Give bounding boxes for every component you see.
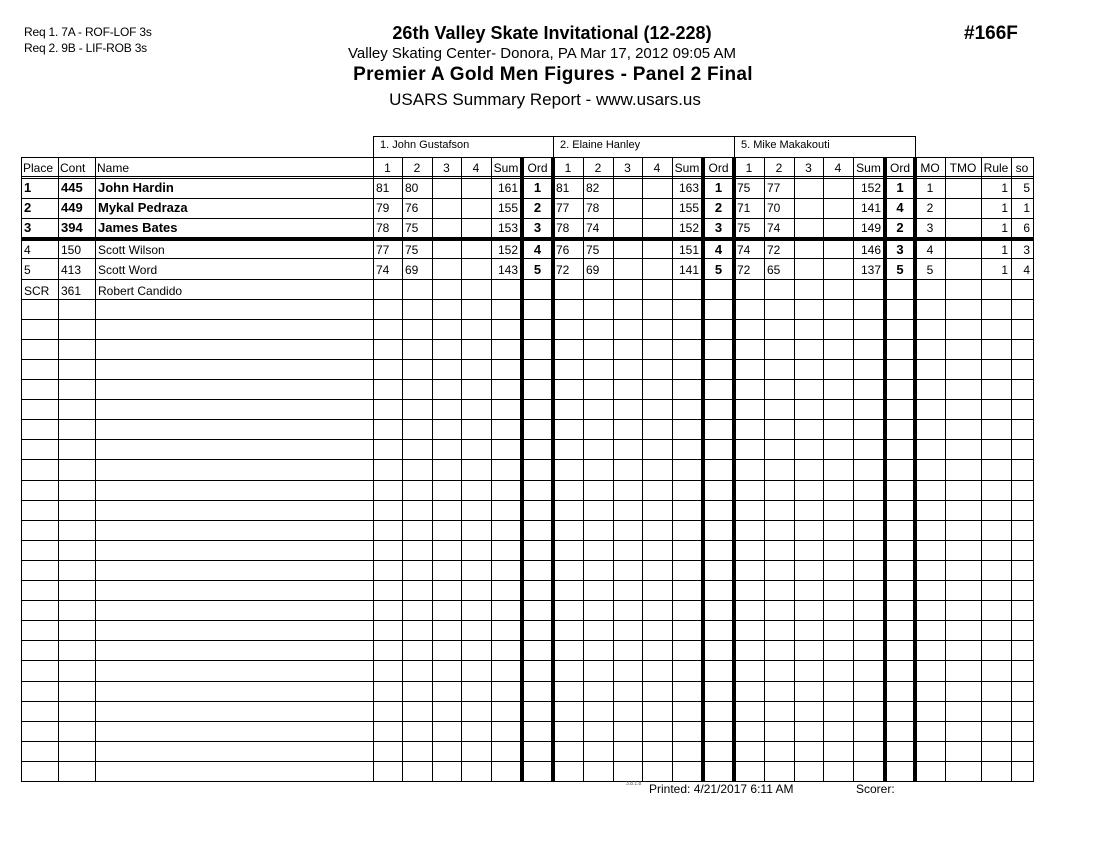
grid-hline bbox=[21, 399, 1034, 400]
grid-hline bbox=[21, 721, 1034, 722]
cell-j1-1: 77 bbox=[376, 243, 390, 257]
grid-hline bbox=[21, 580, 1034, 581]
grid-vline bbox=[672, 157, 673, 782]
cell-place: 3 bbox=[24, 220, 32, 235]
col-header-judge2-5: Sum bbox=[674, 161, 700, 175]
grid-vline bbox=[945, 157, 946, 782]
judge-1-header: 1. John Gustafson bbox=[373, 136, 554, 157]
cell-cont: 413 bbox=[61, 263, 82, 277]
cell-mo: 2 bbox=[926, 201, 934, 215]
cell-rule: 1 bbox=[1001, 263, 1008, 277]
cell-j2-5: 155 bbox=[678, 201, 699, 215]
cell-place: 2 bbox=[24, 200, 32, 215]
col-header-judge3-4: 4 bbox=[834, 161, 842, 175]
grid-vline bbox=[21, 157, 22, 782]
cell-rule: 1 bbox=[1001, 201, 1008, 215]
grid-vline bbox=[764, 157, 765, 782]
cell-rule: 1 bbox=[1001, 221, 1008, 235]
cell-j1-1: 79 bbox=[376, 201, 390, 215]
cell-j2-2: 69 bbox=[586, 263, 600, 277]
cell-j3-1: 74 bbox=[737, 243, 751, 257]
cell-j3-6: 1 bbox=[896, 180, 904, 195]
cell-j3-5: 149 bbox=[860, 221, 881, 235]
cell-mo: 3 bbox=[926, 221, 934, 235]
grid-vline bbox=[583, 157, 584, 782]
grid-hline bbox=[21, 339, 1034, 340]
grid-hline bbox=[21, 660, 1034, 661]
cell-so: 4 bbox=[1023, 263, 1030, 277]
grid-vline bbox=[794, 157, 795, 782]
grid-hline bbox=[21, 419, 1034, 420]
grid-vline bbox=[58, 157, 59, 782]
cell-j2-1: 81 bbox=[556, 181, 570, 195]
cell-j1-2: 75 bbox=[405, 221, 419, 235]
cell-j1-6: 5 bbox=[533, 262, 542, 277]
grid-hline bbox=[21, 379, 1034, 380]
grid-vline bbox=[853, 157, 854, 782]
cell-j2-6: 5 bbox=[714, 262, 723, 277]
col-header-cont: Cont bbox=[60, 161, 86, 175]
report-title: USARS Summary Report - www.usars.us bbox=[389, 90, 701, 109]
cell-j2-6: 1 bbox=[714, 180, 723, 195]
col-header-judge3-3: 3 bbox=[805, 161, 812, 175]
cell-j2-5: 141 bbox=[678, 263, 699, 277]
cell-j2-2: 74 bbox=[586, 221, 600, 235]
col-header-judge1-5: Sum bbox=[493, 161, 519, 175]
cell-j1-5: 153 bbox=[497, 221, 518, 235]
grid-hline bbox=[21, 741, 1034, 742]
col-header-rule: Rule bbox=[983, 161, 1009, 175]
cell-j2-5: 152 bbox=[678, 221, 699, 235]
col-header-judge3-5: Sum bbox=[856, 161, 881, 175]
cell-mo: 1 bbox=[926, 181, 934, 195]
cell-so: 5 bbox=[1023, 181, 1030, 195]
cell-j2-2: 78 bbox=[586, 201, 600, 215]
grid-vline bbox=[981, 157, 982, 782]
col-header-judge1-3: 3 bbox=[443, 161, 450, 175]
cell-cont: 150 bbox=[61, 243, 82, 257]
cell-mo: 4 bbox=[926, 243, 934, 257]
cell-j3-2: 65 bbox=[767, 263, 781, 277]
cell-cont: 394 bbox=[61, 220, 83, 235]
grid-vline bbox=[642, 157, 643, 782]
cell-j2-5: 163 bbox=[678, 181, 699, 195]
cell-j3-6: 5 bbox=[896, 262, 904, 277]
cell-j3-5: 141 bbox=[860, 201, 881, 215]
requirement-1: Req 1. 7A - ROF-LOF 3s bbox=[24, 25, 152, 39]
cell-place: 4 bbox=[24, 243, 31, 257]
col-header-judge2-1: 1 bbox=[564, 161, 572, 175]
cell-j1-6: 2 bbox=[533, 200, 542, 215]
cell-j2-5: 151 bbox=[678, 243, 699, 257]
grid-hline bbox=[21, 359, 1034, 360]
grid-vline bbox=[491, 157, 492, 782]
cell-cont: 445 bbox=[61, 180, 83, 195]
cell-j1-5: 143 bbox=[497, 263, 518, 277]
grid-vline bbox=[520, 157, 524, 782]
cell-j1-5: 161 bbox=[497, 181, 518, 195]
grid-vline bbox=[551, 157, 555, 782]
judge-2-header: 2. Elaine Hanley bbox=[553, 136, 735, 157]
cell-j2-1: 78 bbox=[556, 221, 570, 235]
event-title: Premier A Gold Men Figures - Panel 2 Final bbox=[353, 64, 753, 85]
grid-vline bbox=[913, 157, 917, 782]
cell-j2-2: 75 bbox=[586, 243, 600, 257]
col-header-judge1-4: 4 bbox=[472, 161, 480, 175]
col-header-judge3-6: Ord bbox=[889, 161, 910, 175]
cell-j1-6: 4 bbox=[533, 242, 542, 257]
requirement-2: Req 2. 9B - LIF-ROB 3s bbox=[24, 41, 147, 55]
cell-j2-6: 2 bbox=[714, 200, 723, 215]
grid-hline bbox=[21, 480, 1034, 481]
grid-vline bbox=[373, 157, 374, 782]
grid-vline bbox=[1033, 157, 1034, 782]
grid-hline bbox=[21, 439, 1034, 440]
grid-vline bbox=[883, 157, 887, 782]
cell-name: Mykal Pedraza bbox=[98, 200, 188, 215]
cell-j1-2: 76 bbox=[405, 201, 419, 215]
cell-so: 3 bbox=[1023, 243, 1030, 257]
cell-j2-6: 3 bbox=[714, 220, 723, 235]
col-header-judge1-1: 1 bbox=[384, 161, 391, 175]
cell-place: 1 bbox=[24, 180, 32, 195]
col-header-name: Name bbox=[97, 161, 130, 175]
competition-title: 26th Valley Skate Invitational (12-228) bbox=[392, 23, 712, 43]
cell-j2-1: 77 bbox=[556, 201, 570, 215]
cell-j3-6: 2 bbox=[896, 220, 904, 235]
col-header-tmo: TMO bbox=[949, 161, 977, 175]
cell-name: James Bates bbox=[98, 220, 178, 235]
col-header-judge3-1: 1 bbox=[745, 161, 753, 175]
grid-hline bbox=[21, 640, 1034, 641]
cell-j1-1: 81 bbox=[376, 181, 390, 195]
col-header-judge1-2: 2 bbox=[413, 161, 421, 175]
grid-hline bbox=[21, 319, 1034, 320]
grid-vline bbox=[461, 157, 462, 782]
grid-vline bbox=[701, 157, 705, 782]
cell-j3-5: 137 bbox=[860, 263, 881, 277]
cell-j2-6: 4 bbox=[714, 242, 723, 257]
scorer-label: Scorer: bbox=[856, 782, 895, 796]
cell-j2-1: 72 bbox=[556, 263, 570, 277]
col-header-judge1-6: Ord bbox=[527, 161, 548, 175]
cell-so: 1 bbox=[1023, 201, 1030, 215]
cell-name: John Hardin bbox=[98, 180, 174, 195]
cell-j3-6: 3 bbox=[896, 242, 904, 257]
cell-j1-2: 75 bbox=[405, 243, 419, 257]
event-number: #166F bbox=[964, 23, 1018, 44]
grid-hline bbox=[21, 761, 1034, 762]
cell-j3-5: 146 bbox=[860, 243, 881, 257]
grid-vline bbox=[823, 157, 824, 782]
col-header-judge2-2: 2 bbox=[594, 161, 602, 175]
cell-j3-2: 74 bbox=[767, 221, 781, 235]
grid-vline bbox=[402, 157, 403, 782]
grid-hline bbox=[21, 600, 1034, 601]
cell-j1-6: 1 bbox=[533, 180, 542, 195]
cell-j3-1: 72 bbox=[737, 263, 751, 277]
results-table bbox=[21, 157, 1034, 782]
grid-hline bbox=[21, 459, 1034, 460]
col-header-judge2-4: 4 bbox=[653, 161, 661, 175]
cell-j1-2: 80 bbox=[405, 181, 419, 195]
venue-date: Valley Skating Center- Donora, PA Mar 17, 2012 09:05 AM bbox=[348, 45, 736, 62]
cell-j3-2: 77 bbox=[767, 181, 781, 195]
grid-hline bbox=[21, 681, 1034, 682]
grid-hline bbox=[21, 620, 1034, 621]
cell-cont: 361 bbox=[61, 284, 82, 298]
col-header-place: Place bbox=[23, 161, 54, 175]
grid-hline bbox=[21, 500, 1034, 501]
cell-j2-1: 76 bbox=[556, 243, 570, 257]
cell-j3-2: 70 bbox=[767, 201, 781, 215]
cell-j1-6: 3 bbox=[533, 220, 542, 235]
grid-vline bbox=[432, 157, 433, 782]
cell-j3-6: 4 bbox=[896, 200, 904, 215]
col-header-so: so bbox=[1015, 161, 1029, 175]
col-header-judge2-6: Ord bbox=[708, 161, 729, 175]
grid-hline bbox=[21, 540, 1034, 541]
grid-vline bbox=[1011, 157, 1012, 782]
cell-place: SCR bbox=[24, 284, 50, 298]
cell-j1-5: 152 bbox=[497, 243, 518, 257]
grid-vline bbox=[613, 157, 614, 782]
cell-j3-5: 152 bbox=[860, 181, 881, 195]
cell-j1-5: 155 bbox=[497, 201, 518, 215]
cell-place: 5 bbox=[24, 263, 31, 277]
grid-vline bbox=[732, 157, 736, 782]
version-label: 3.8.1.8 bbox=[626, 781, 642, 787]
cell-name: Scott Wilson bbox=[98, 243, 165, 257]
col-header-judge2-3: 3 bbox=[624, 161, 631, 175]
cell-j2-2: 82 bbox=[586, 181, 600, 195]
printed-timestamp: Printed: 4/21/2017 6:11 AM bbox=[649, 782, 794, 796]
cell-name: Robert Candido bbox=[98, 284, 183, 298]
cell-name: Scott Word bbox=[98, 263, 158, 277]
cell-cont: 449 bbox=[61, 200, 83, 215]
grid-vline bbox=[95, 157, 96, 782]
judge-3-header: 5. Mike Makakouti bbox=[734, 136, 916, 157]
grid-hline bbox=[21, 520, 1034, 521]
cell-rule: 1 bbox=[1001, 243, 1008, 257]
cell-j1-1: 74 bbox=[376, 263, 390, 277]
cell-mo: 5 bbox=[926, 263, 934, 277]
cell-j1-2: 69 bbox=[405, 263, 419, 277]
cell-j1-1: 78 bbox=[376, 221, 390, 235]
cell-j3-2: 72 bbox=[767, 243, 781, 257]
cell-j3-1: 75 bbox=[737, 221, 751, 235]
col-header-mo: MO bbox=[920, 161, 940, 175]
grid-hline bbox=[21, 701, 1034, 702]
cell-j3-1: 71 bbox=[737, 201, 751, 215]
cell-so: 6 bbox=[1023, 221, 1030, 235]
cell-j3-1: 75 bbox=[737, 181, 751, 195]
grid-hline bbox=[21, 560, 1034, 561]
col-header-judge3-2: 2 bbox=[775, 161, 783, 175]
cell-rule: 1 bbox=[1001, 181, 1008, 195]
